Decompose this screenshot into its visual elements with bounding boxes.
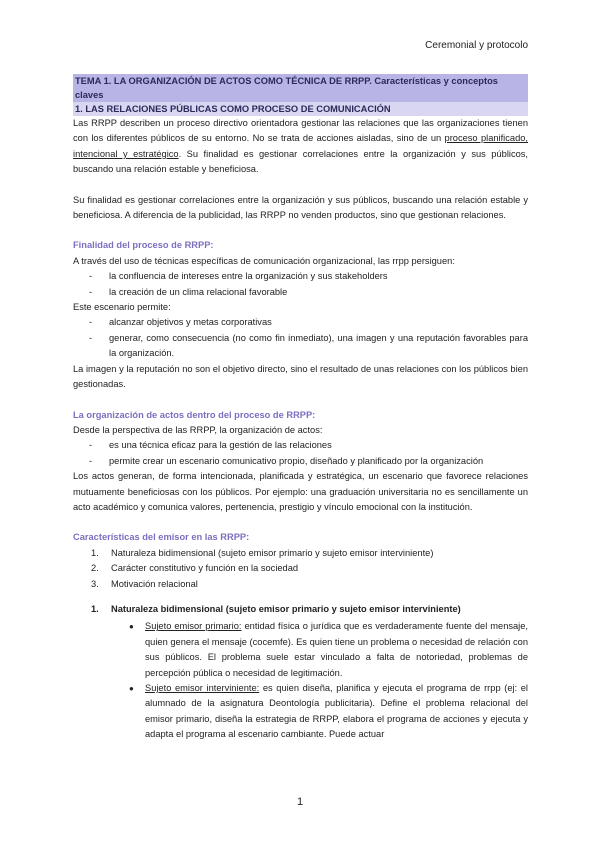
section-heading: 1. LAS RELACIONES PÚBLICAS COMO PROCESO DE COMUNICACIÓN (73, 102, 528, 116)
organizacion-title: La organización de actos dentro del proceso de RRPP: (73, 409, 316, 420)
intro-underlined: proceso planificado, intencional y estratégico (73, 133, 528, 159)
list-item: ● Sujeto emisor interviniente: es quien diseña, planifica y ejecuta el programa de rrpp (ej: el alumnado de la asignatura Deontología publicitaria). Define el problema relacional del emisor primario, diseña la estrategia de RRPP, elabora el programa de acciones y ejecuta y adapta el programa al escenario cambiante. Puede actuar (73, 681, 528, 743)
list-item: ● Sujeto emisor primario: entidad física o jurídica que es verdaderamente fuente del mensaje, quien genera el mensaje (cocemfe). Es quien tiene un problema o necesidad de relación con sus públicos. El problema suele estar vinculado a falta de notoriedad, problemas de percepción pública o necesidad de legitimación. (73, 619, 528, 681)
list-item: - alcanzar objetivos y metas corporativas (73, 315, 528, 330)
emisor-title: Características del emisor en las RRPP: (73, 532, 250, 543)
organizacion-list (73, 438, 528, 469)
list-item: - es una técnica eficaz para la gestión de las relaciones (73, 438, 528, 453)
organizacion-closing: Los actos generan, de forma intencionada, planificada y estratégica, un escenario que favorece relaciones mutuamente beneficiosas con los públicos. Por ejemplo: una graduación universitaria no es sencillamente un acto académico y comunica valores, pertenencia, prestigio y vínculo emocional con la institución. (73, 471, 528, 512)
finalidad-title: Finalidad del proceso de RRPP: (73, 240, 214, 251)
list-item: - generar, como consecuencia (no como fin inmediato), una imagen y una reputación favorables para la organización. (73, 331, 528, 362)
document-title: TEMA 1. LA ORGANIZACIÓN DE ACTOS COMO TÉCNICA DE RRPP. Características y conceptos claves (73, 74, 528, 102)
page-content (73, 74, 528, 743)
list-item: 2. Carácter constitutivo y función en la sociedad (91, 563, 299, 574)
finalidad-lead: A través del uso de técnicas específicas de comunicación organizacional, las rrpp persiguen: (73, 255, 455, 266)
page-number: 1 (296, 796, 304, 808)
list-item: 3. Motivación relacional (91, 578, 198, 589)
list-item: - la confluencia de intereses entre la organización y sus stakeholders (73, 269, 528, 284)
running-header: Ceremonial y protocolo (425, 40, 528, 51)
list-item: - la creación de un clima relacional favorable (73, 285, 528, 300)
finalidad-lead-2: Este escenario permite: (73, 302, 171, 313)
organizacion-lead: Desde la perspectiva de las RRPP, la organización de actos: (73, 424, 323, 435)
naturaleza-heading: 1. Naturaleza bidimensional (sujeto emisor primario y sujeto emisor interviniente) (91, 603, 461, 614)
intro-paragraph (73, 116, 528, 178)
finalidad-closing: La imagen y la reputación no son el objetivo directo, sino el resultado de unas relaciones con los públicos bien gestionadas. (73, 363, 528, 390)
finalidad-list (73, 269, 528, 300)
naturaleza-bullets (73, 619, 528, 742)
finalidad-list-2 (73, 315, 528, 361)
list-item: 1. Naturaleza bidimensional (sujeto emisor primario y sujeto emisor interviniente) (91, 547, 434, 558)
list-item: - permite crear un escenario comunicativo propio, diseñado y planificado por la organización (73, 454, 528, 469)
intro-text-1: Las RRPP describen un proceso directivo orientadora gestionar las relaciones que las organizaciones tienen con los diferentes públicos de su entorno. No se trata de acciones aisladas, sino de un (73, 118, 528, 144)
paragraph-2: Su finalidad es gestionar correlaciones entre la organización y sus públicos, buscando una relación estable y beneficiosa. A diferencia de la publicidad, las RRPP no venden productos, sino que gestionan relaciones. (73, 194, 528, 221)
emisor-list (73, 546, 528, 592)
intro-text-2: . Su finalidad es gestionar correlaciones entre la organización y sus públicos, buscando una relación estable y beneficiosa. (73, 148, 529, 175)
